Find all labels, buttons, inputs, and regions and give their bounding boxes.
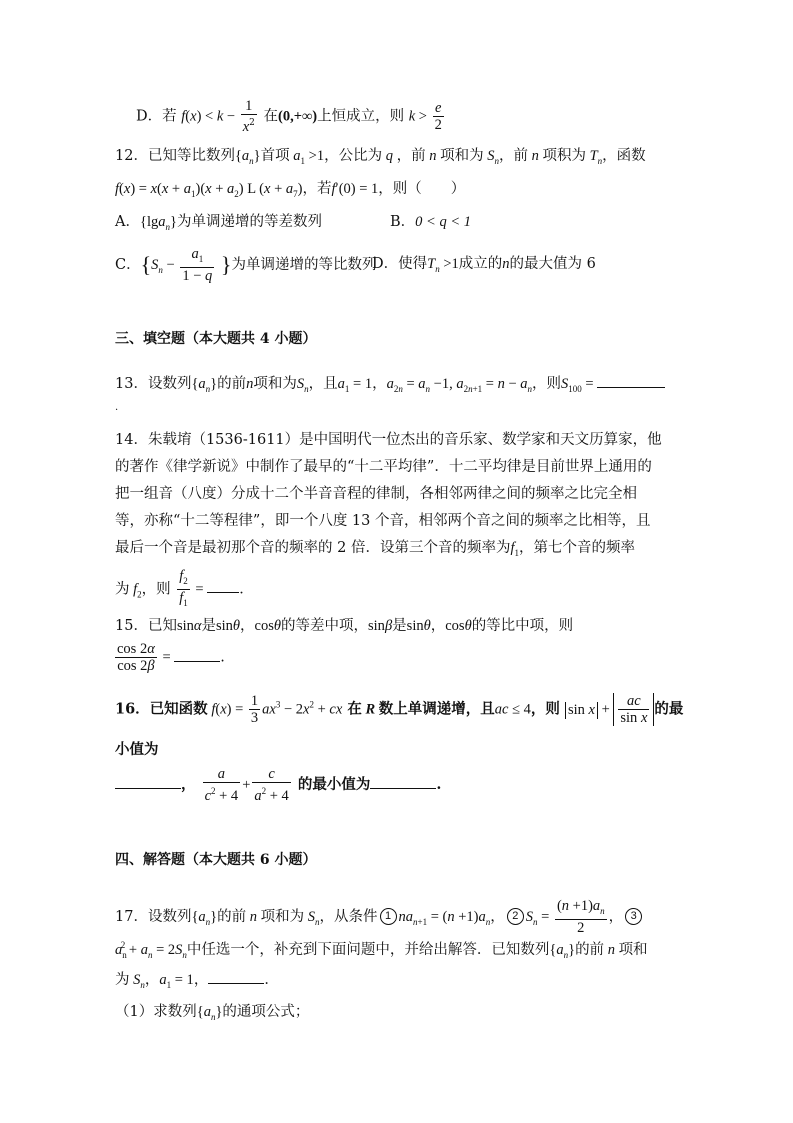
- q16-line2: 小值为: [115, 741, 159, 758]
- q17-line2: $a_n^2 + a_n = 2S_n$中任选一个，补充到下面问题中，并给出解答．已知数列$\{a_n\}$的前 n 项和: [115, 940, 648, 960]
- q14-line4: 等，亦称“十二等程律”，即一个八度 13 个音，相邻两个音之间的频率之比相等，且: [115, 513, 651, 529]
- q12-option-d: D．使得$T_n >1$成立的n的最大值为 6: [372, 256, 596, 274]
- q14-line2: 的著作《律学新说》中制作了最早的“十二平均律”．十二平均律是目前世界上通用的: [115, 459, 652, 475]
- q16-line3: ， $\frac{a}{c^2 + 4}$ + $\frac{c}{a^2 + 4}$ 的最小值为 .: [115, 766, 441, 804]
- q12-line2: $f(x) = x(x + a_1)(x + a_2)$ L $(x + a_7)$，若f′(0) = 1，则（ ）: [115, 181, 466, 199]
- q14-line1: 14．朱载堉（1536-1611）是中国明代一位杰出的音乐家、数学家和天文历算家，他: [115, 432, 662, 448]
- fraction: $\frac{e}{2}$: [434, 99, 442, 133]
- q12-line1: 12．已知等比数列$\{a_n\}$首项 $a_1 >1$，公比为 q ，前 n 项和为 $S_n$，前 n 项积为 $T_n$，函数: [115, 148, 646, 166]
- q14-line5: 最后一个音是最初那个音的频率的 2 倍．设第三个音的频率为$f_1$，第七个音的频率: [115, 540, 635, 558]
- circled-1: 1: [380, 908, 397, 925]
- fraction: $\frac{f_2}{f_1}$: [179, 568, 188, 608]
- fraction: $\frac{\cos 2\alpha}{\cos 2\beta}$: [117, 641, 155, 674]
- q11-option-d: D．若 f(x) < k − $\frac{1}{x^2}$ 在(0,+∞)上恒成立，则 k > $\frac{e}{2}$: [136, 98, 442, 135]
- section-3-title: 三、填空题（本大题共 4 小题）: [115, 331, 317, 347]
- q16-line1: 16．已知函数 f(x) = $\frac{1}{3}$ $ax^3 - 2x^2$ + cx 在 R 数上单调递增，且ac ≤ 4，则 sin x + $\frac{ac}{\text{sin x}}$ 的最: [115, 693, 684, 726]
- q12-option-b: B．0 < q < 1: [390, 214, 471, 230]
- section-4-title: 四、解答题（本大题共 6 小题）: [115, 852, 317, 868]
- fraction: $\frac{a}{c^2 + 4}$: [204, 766, 239, 804]
- fraction: $\frac{c}{a^2 + 4}$: [254, 766, 289, 804]
- q14-line3: 把一组音（八度）分成十二个半音音程的律制，各相邻两律之间的频率之比完全相: [115, 486, 637, 502]
- fraction: $\frac{1}{3}$: [250, 693, 259, 726]
- q12-option-a: A．{lga$_n$}为单调递增的等差数列: [115, 214, 322, 232]
- fraction: $\frac{a_1}{1 - q}$: [182, 246, 213, 284]
- circled-2: 2: [507, 908, 524, 925]
- q14-line6: 为 $f_2$，则 $\frac{f_2}{f_1}$ = ．: [115, 568, 254, 611]
- q17-sub1: （1）求数列$\{a_n\}$的通项公式；: [115, 1004, 310, 1022]
- q13: 13．设数列$\{a_n\}$的前n项和为$S_n$，且$a_1 = 1$，$a_{2n} = a_n -1$, $a_{2n+1} = n - a_n$，则$S_{100}$ =: [115, 372, 665, 394]
- fraction: $\frac{(n +1)a_n}{2}$: [556, 898, 605, 936]
- fraction: $\frac{1}{x^2}$: [242, 98, 255, 135]
- q12-option-c: C．{$S_n$ − $\frac{a_1}{1 - q}$ }为单调递增的等比数列: [115, 246, 377, 284]
- circled-3: 3: [625, 908, 642, 925]
- stray-dot: .: [115, 402, 119, 413]
- q17-line1: 17．设数列$\{a_n\}$的前 n 项和为 $S_n$，从条件 1 $na_{n+1} = (n +1)a_n$， 2 $S_n$ = $\frac{(n +1)a_n}{2}$ ， 3: [115, 898, 644, 936]
- q17-line3: 为 $S_n$，$a_1 = 1$， ．: [115, 968, 279, 990]
- q15-line2: $\frac{\cos 2\alpha}{\cos 2\beta}$ = .: [117, 641, 225, 674]
- q15-line1: 15．已知sinα是sinθ，cosθ的等差中项，sinβ是sinθ，cosθ的等比中项，则: [115, 618, 574, 634]
